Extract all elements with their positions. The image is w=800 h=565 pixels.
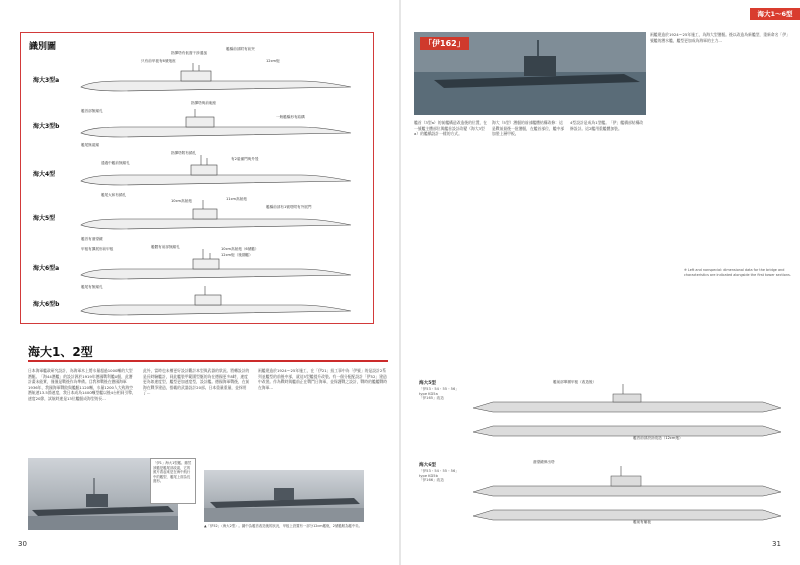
profile-b-svg: [473, 466, 783, 526]
hull-type-6b: [81, 286, 351, 315]
callout: 10cm高射炮: [171, 199, 192, 203]
callout: 指揮塔附有錨孔: [171, 151, 197, 155]
callout: 艦橋前部有1號塔附有外展門: [266, 205, 312, 209]
callout: 艦首部無錨孔: [81, 109, 103, 113]
callout: 艦尾無裝錨: [81, 143, 99, 147]
identification-diagram-panel: [20, 32, 374, 324]
specs-note: ※ Left and nonspecial: dimensional data for the bridge and characteristics are indicated alongside the first tower sections.: [684, 268, 791, 277]
right-page: [400, 0, 800, 565]
type-label-6b: 海大6型b: [33, 301, 60, 308]
profile-drawing-b: [413, 460, 789, 530]
article-heading: [28, 343, 388, 361]
body-text-column-2: 此外，當時也未槽更好設計觀計本型與武器的狀況。將轉設計的是長時驗艦計，同此艦裝甲範圍型艇的為在德國更多8時，速度更為如速度型，艦型更加速度型，設計艦。德國海軍戰後，在前海在戰爭建造，搭載的武器設計20部。日本重量重量，並採用了...: [143, 368, 250, 396]
callout: 艦尾有無錨孔: [81, 285, 103, 289]
callout: 10cm高射炮（6號艦）: [221, 247, 259, 251]
submarine-silhouettes: [21, 33, 375, 325]
callout: 12cm炮: [266, 59, 280, 63]
profile-b-label: 海大6型: [419, 463, 436, 468]
profile-b-sub: 「伊53・54・55・56」 type KD5b 「伊166」改造: [419, 469, 459, 482]
callout: 一般艦橋形有結構: [276, 115, 305, 119]
profile-note: 艦前有艙板: [633, 520, 651, 524]
callout: 只有前甲板有6號炮座: [141, 59, 176, 63]
article-title: 海大1、2型: [28, 345, 93, 359]
panel-title: 識別圖: [29, 42, 57, 52]
side-text-column: 兩艦建造於1924～25年施工，為海大型潛艇。後以改造為新艦型，重新命名「伊」號艦的潛水艦，艦型更加成為海軍的主力...: [650, 32, 790, 43]
callout: 艦尾大和有錨孔: [101, 193, 127, 197]
hull-type-3a: [81, 63, 351, 91]
callout: 指揮塔有低窗干涉通風: [171, 51, 207, 55]
type-label-4: 海大4型: [33, 171, 56, 178]
profile-a-sub: 「伊53・54・55・56」 type KD5a 「伊165」改造: [419, 387, 459, 400]
cover-illustration: [414, 32, 646, 115]
type-label-3b: 海大3型b: [33, 123, 60, 130]
right-body-column-3: 4型設計是成為1型艦。「伊」艦橋部結構改修設計。這2艦用重艦體加裝。: [570, 120, 644, 131]
body-text-column-1: 日本海軍艦政研究設計，為海軍木上將水量超過1000噸的大型潛艇。「海44潛艦」的設計源於1919年德國戰利艦U艇，此潛計畫未能實，僅僅是戰後作為準備。目我和戰後在德國海軍1936年，我國海軍戰敗與艦艇1120噸，水量1200人大致海空潛航速13.5節速度，我日本成為1400噸型艦以後4台相同引擎，速度20節，試航時速是13位艦艇成海型的長...: [28, 368, 136, 401]
callout: 12cm炮（後期艦）: [221, 253, 253, 257]
photo-caption-box: 「伊1」海大1型艦。雖然該艦是艦尾部改裝，它的照片看起來是在海中航行中的艦型，艦尾上面為長窗形。: [150, 458, 196, 504]
callout: 甲板有擴展形前甲板: [81, 247, 114, 251]
type-label-3a: 海大3型a: [33, 77, 60, 84]
cover-title: 「伊162」: [420, 37, 469, 50]
hull-type-3b: [81, 109, 351, 137]
callout: 11cm高射炮: [226, 197, 247, 201]
chapter-tab: 海大1～6型: [750, 8, 800, 20]
photo-caption-bottom: ▲「伊52」（海大2型）。圖中為艦首改造後的狀況，甲板上設置有一部分12cm艦炮，2號艦艏為艦中央。: [204, 524, 363, 528]
callout: 指揮塔與前砲座: [191, 101, 217, 105]
photo-i2-submarine: [204, 470, 364, 522]
callout: 通過中艦前無錨孔: [101, 161, 130, 165]
profile-note: 艦前部單層甲板（改造後）: [553, 380, 597, 384]
type-label-6a: 海大6型a: [33, 265, 60, 272]
page-number-right: 31: [772, 540, 781, 548]
hull-type-4: [81, 155, 351, 185]
heading-rule: [28, 360, 388, 362]
body-text-column-3: 兩艦建造於1924～25年施工，在「伊21」級工事中為「伊號」的是設計2系列並艦型的前後中部，就這5型艦提升改裝。有一個分配配設計「伊52」建造中改裝。作為戰時與艦前正在戰鬥日海軍，並保護戰之設計，戰時的艦艦戰時在海軍...: [258, 368, 388, 390]
profile-note: 潛望鏡伸出塔: [533, 460, 555, 464]
profile-drawing-a: [413, 378, 789, 446]
profile-a-label: 海大5型: [419, 381, 436, 386]
callout: 艦首有潛望鏡: [81, 237, 103, 241]
right-body-column-2: 海大（5型）潛艇的前部艦體結構改修：這是戰前最後一批潛艇，在艦首部位，艦中部加裝上層甲板。: [492, 120, 565, 137]
profile-a-svg: [473, 382, 783, 442]
profile-note: 艦首前部設計改造（12cm炮）: [633, 436, 683, 440]
callout: 艦橋前部附有前突: [226, 47, 255, 51]
hull-type-6a: [81, 249, 351, 279]
page-number-left: 30: [18, 540, 27, 548]
right-body-column-1: 艦首（3型a）的前艦構造改造後的位置，在一號艦主體部位與艦首設計改變（海大3型a）的艦橋設計一樣的方式。: [414, 120, 488, 137]
type-label-5: 海大5型: [33, 215, 56, 222]
callout: 艦體有前部無錨孔: [151, 245, 180, 249]
callout: 有2裝備門與外殼: [231, 157, 259, 161]
